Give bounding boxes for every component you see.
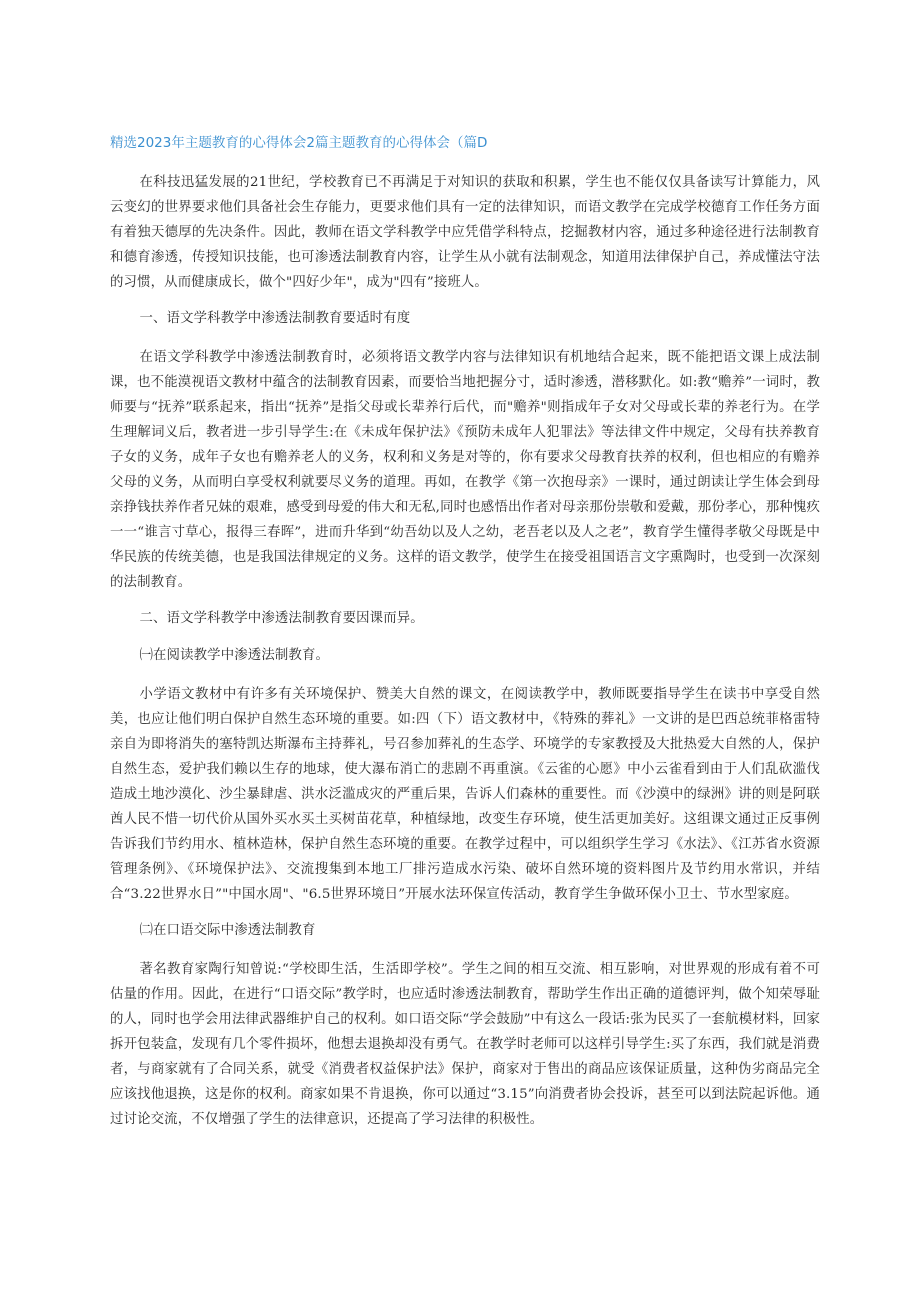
paragraph-reading: 小学语文教材中有许多有关环境保护、赞美大自然的课文，在阅读教学中，教师既要指导学生在读书中享受自然美，也应让他们明白保护自然生态环境的重要。如:四（下）语文教材中，《特殊的葬礼》一文讲的是巴西总统菲格雷特亲自为即将消失的塞特凯达斯瀑布主持葬礼，号召参加葬礼的生态学、环境学的专家教授及大批热爱大自然的人，保护自然生态，爱护我们赖以生存的地球，使大瀑布消亡的悲剧不再重演。《云雀的心愿》中小云雀看到由于人们乱砍滥伐造成土地沙漠化、沙尘暴肆虐、洪水泛滥成灾的严重后果，告诉人们森林的重要性。而《沙漠中的绿洲》讲的则是阿联酋人民不惜一切代价从国外买水买土买树苗花草，种植绿地，改变生存环境，使生活更加美好。这组课文通过正反事例告诉我们节约用水、植林造林，保护自然生态环境的重要。在教学过程中，可以组织学生学习《水法》、《江苏省水资源管理条例》、《环境保护法》、交流搜集到本地工厂排污造成水污染、破坏自然环境的资料图片及节约用水常识，并结合“3.22世界水日”"中国水周"、"6.5世界环境日”开展水法环保宣传活动，教育学生争做环保小卫士、节水型家庭。 (110, 687, 820, 902)
document-title: 精选2023年主题教育的心得体会2篇主题教育的心得体会（篇D (110, 135, 488, 151)
section-heading-1: 一、语文学科教学中渗透法制教育要适时有度 (139, 311, 411, 326)
paragraph-section-1: 在语文学科教学中渗透法制教育时，必须将语文教学内容与法律知识有机地结合起来，既不能把语文课上成法制课，也不能漠视语文教材中蕴含的法制教育因素，而要恰当地把握分寸，适时渗透，潜移默化。如:教“赡养”一词时，教师要与“抚养”联系起来，指出“抚养”是指父母或长辈养行后代，而"赡养"则指成年子女对父母或长辈的养老行为。在学生理解词义后，教者进一步引导学生:在《未成年保护法》《预防未成年人犯罪法》等法律文件中规定，父母有扶养教育子女的义务，成年子女也有赡养老人的义务，权利和义务是对等的，你有要求父母教育扶养的权利，但也相应的有赡养父母的义务，从而明白享受权利就要尽义务的道理。再如，在教学《第一次抱母亲》一课时，通过朗读让学生体会到母亲挣钱扶养作者兄妹的艰难，感受到母爱的伟大和无私,同时也感悟出作者对母亲那份崇敬和爱戴，那份孝心，那种愧疚一一“谁言寸草心，报得三春晖”，进而升华到“幼吾幼以及人之幼，老吾老以及人之老”，教育学生懂得孝敬父母既是中华民族的传统美德，也是我国法律规定的义务。这样的语文教学，使学生在接受祖国语言文字熏陶时，也受到一次深刻的法制教育。 (110, 350, 820, 590)
paragraph-intro: 在科技迅猛发展的21世纪，学校教育已不再满足于对知识的获取和积累，学生也不能仅仅具备读写计算能力，风云变幻的世界要求他们具备社会生存能力，更要求他们具有一定的法律知识，而语文教学在完成学校德育工作任务方面有着独天德厚的先决条件。因此，教师在语文学科教学中应凭借学科特点，挖掘教材内容，通过多种途径进行法制教育和德育渗透，传授知识技能，也可渗透法制教育内容，让学生从小就有法制观念，知道用法律保护自己，养成懂法守法的习惯，从而健康成长，做个"四好少年"，成为"四有”接班人。 (110, 175, 820, 290)
subsection-heading-reading: ㈠在阅读教学中渗透法制教育。 (139, 648, 330, 663)
section-heading-2: 二、语文学科教学中渗透法制教育要因课而异。 (139, 611, 424, 626)
document-page (110, 132, 820, 1144)
paragraph-oral: 著名教育家陶行知曾说:“学校即生活，生活即学校”。学生之间的相互交流、相互影响，对世界观的形成有着不可估量的作用。因此，在进行“口语交际”教学时，也应适时渗透法制教育，帮助学生作出正确的道德评判，做个知荣辱耻的人，同时也学会用法律武器维护自己的权利。如口语交际“学会鼓励”中有这么一段话:张为民买了一套航模材料，回家拆开包装盒，发现有几个零件损坏，他想去退换却没有勇气。在教学时老师可以这样引导学生:买了东西，我们就是消费者，与商家就有了合同关系，就受《消费者权益保护法》保护，商家对于售出的商品应该保证质量，这种伪劣商品完全应该找他退换，这是你的权利。商家如果不肯退换，你可以通过“3.15”向消费者协会投诉，甚至可以到法院起诉他。通过讨论交流，不仅增强了学生的法律意识，还提高了学习法律的积极性。 (110, 962, 820, 1127)
subsection-heading-oral: ㈡在口语交际中渗透法制教育 (139, 923, 316, 938)
